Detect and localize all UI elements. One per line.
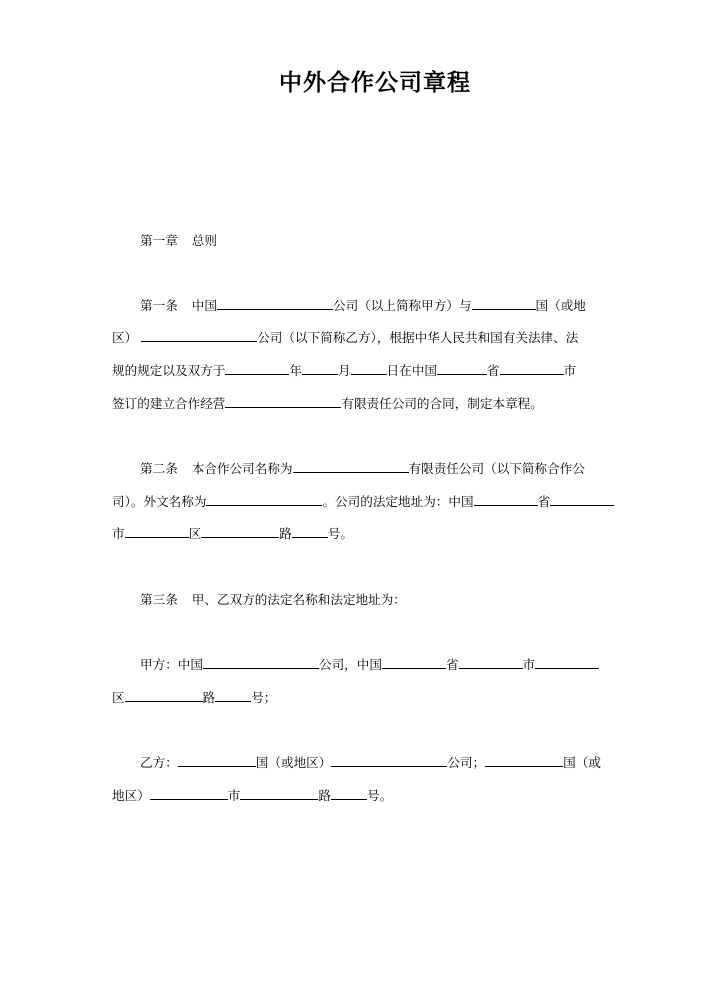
article-2-line-1 — [140, 460, 585, 477]
text-segment: 市 — [112, 526, 125, 541]
article-1-line-1 — [140, 297, 586, 314]
party-b-line-1 — [140, 754, 601, 771]
text-segment: 日在中国 — [386, 363, 437, 378]
blank-field[interactable] — [292, 525, 328, 538]
document-title: 中外合作公司章程 — [279, 70, 471, 96]
text-segment: 号； — [251, 690, 277, 705]
text-segment: 省 — [486, 363, 500, 378]
party-a-line-1 — [140, 656, 599, 673]
article-2-label: 第二条 — [140, 461, 178, 476]
party-a-line-2 — [112, 689, 276, 706]
blank-field[interactable] — [225, 362, 289, 375]
article-1-line-4 — [112, 395, 543, 412]
text-segment: 公司（以下简称乙方），根据中华人民共和国有关法律、法 — [257, 330, 579, 345]
text-segment: 有限责任公司的合同，制定本章程。 — [341, 396, 543, 411]
text-segment: 公司； — [447, 755, 486, 770]
blank-field[interactable] — [302, 362, 338, 375]
blank-field[interactable] — [293, 460, 409, 473]
article-2-line-3 — [112, 525, 353, 542]
blank-field[interactable] — [351, 362, 387, 375]
article-1-line-3 — [112, 362, 576, 379]
text-segment: 司）。外文名称为 — [112, 494, 207, 509]
text-segment: 区 — [188, 526, 202, 541]
text-segment: 有限责任公司（以下简称合作公 — [408, 461, 585, 476]
blank-field[interactable] — [382, 656, 446, 669]
text-segment: 省 — [537, 494, 551, 509]
blank-field[interactable] — [225, 395, 341, 408]
text-segment: 国（或 — [563, 755, 601, 770]
article-1-line-2 — [112, 329, 578, 346]
text-segment: 市 — [522, 657, 536, 672]
text-segment: 中国 — [191, 298, 217, 313]
blank-field[interactable] — [331, 787, 367, 800]
article-3-label: 第三条 — [140, 592, 178, 607]
party-b-line-2 — [112, 787, 392, 804]
text-segment: 省 — [445, 657, 459, 672]
blank-field[interactable] — [217, 297, 333, 310]
text-segment: 甲、乙双方的法定名称和法定地址为： — [191, 592, 406, 607]
text-segment: 区 — [112, 690, 125, 705]
blank-field[interactable] — [459, 656, 523, 669]
text-segment: 市 — [563, 363, 577, 378]
article-1-label: 第一条 — [140, 298, 178, 313]
text-segment: 签订的建立合作经营 — [112, 396, 226, 411]
blank-field[interactable] — [550, 493, 614, 506]
blank-field[interactable] — [485, 754, 563, 767]
text-segment: 国（或地 — [535, 298, 586, 313]
blank-field[interactable] — [125, 689, 203, 702]
text-segment: 号。 — [366, 788, 393, 803]
text-segment: 地区） — [112, 788, 150, 803]
blank-field[interactable] — [178, 754, 256, 767]
text-segment: 公司，中国 — [318, 657, 382, 672]
text-segment: 规的规定以及双方于 — [112, 363, 226, 378]
text-segment: 乙方： — [140, 755, 178, 770]
blank-field[interactable] — [500, 362, 564, 375]
blank-field[interactable] — [535, 656, 599, 669]
text-segment: 公司（以上简称甲方）与 — [332, 298, 472, 313]
text-segment: 国（或地区） — [255, 755, 332, 770]
chapter-heading — [140, 233, 217, 249]
blank-field[interactable] — [240, 787, 318, 800]
text-segment: 甲方：中国 — [140, 657, 203, 672]
text-segment: 区） — [112, 330, 138, 345]
blank-field[interactable] — [203, 656, 319, 669]
article-3-line-1 — [140, 592, 406, 608]
blank-field[interactable] — [474, 493, 538, 506]
blank-field[interactable] — [125, 525, 189, 538]
text-segment: 路 — [318, 788, 331, 803]
chapter-name: 总则 — [191, 233, 217, 248]
text-segment: 月 — [337, 363, 351, 378]
text-segment: 路 — [202, 690, 216, 705]
text-segment: 号。 — [327, 526, 353, 541]
blank-field[interactable] — [206, 493, 322, 506]
text-segment: 本合作公司名称为 — [191, 461, 293, 476]
text-segment: 市 — [227, 788, 241, 803]
chapter-label: 第一章 — [140, 233, 178, 248]
blank-field[interactable] — [150, 787, 228, 800]
text-segment: 路 — [279, 526, 292, 541]
blank-field[interactable] — [472, 297, 536, 310]
blank-field[interactable] — [215, 689, 251, 702]
blank-field[interactable] — [141, 329, 257, 342]
blank-field[interactable] — [201, 525, 279, 538]
text-segment: 。公司的法定地址为：中国 — [322, 494, 474, 509]
blank-field[interactable] — [437, 362, 487, 375]
article-2-line-2 — [112, 493, 614, 510]
blank-field[interactable] — [331, 754, 447, 767]
text-segment: 年 — [289, 363, 302, 378]
